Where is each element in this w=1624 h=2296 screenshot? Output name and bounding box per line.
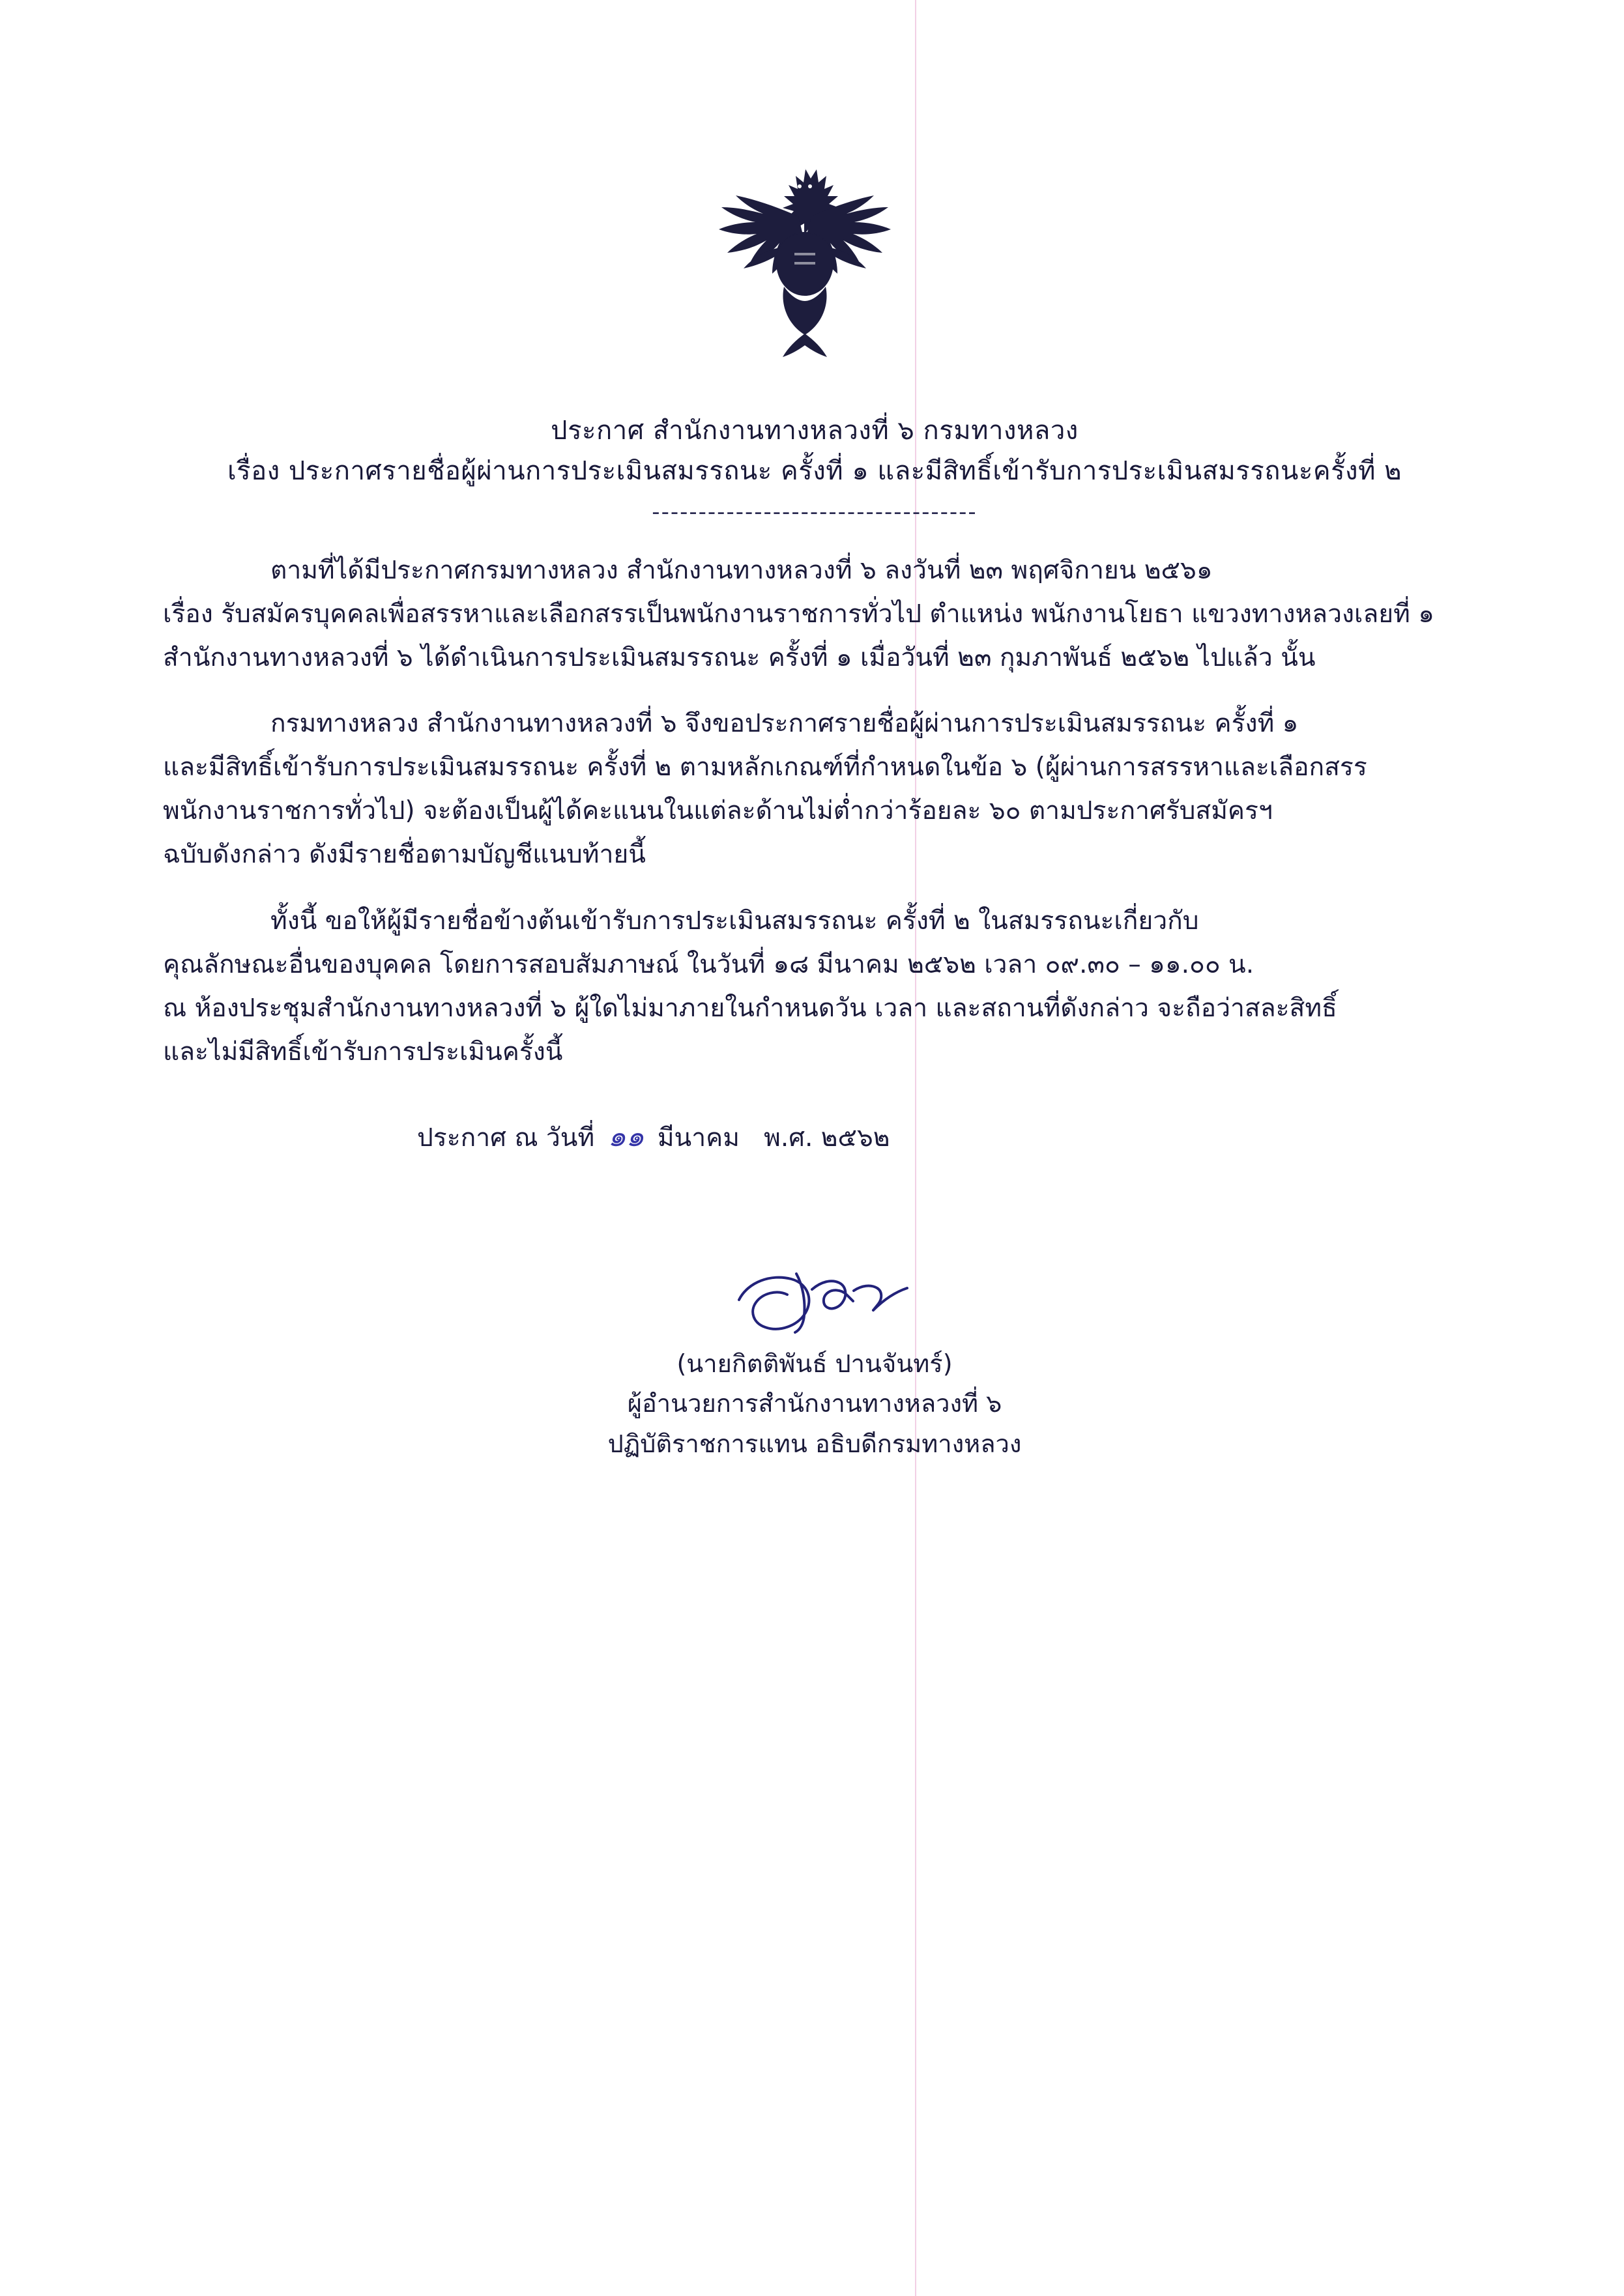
announcement-date-month: มีนาคม <box>657 1123 740 1153</box>
announcement-date-year: ๒๕๖๒ <box>820 1123 890 1153</box>
paragraph-3-line-1: ทั้งนี้ ขอให้ผู้มีรายชื่อข้างต้นเข้ารับการประเมินสมรรถนะ ครั้งที่ ๒ ในสมรรถนะเกี่ยวกับ <box>270 906 1199 936</box>
paragraph-3-line-3: ณ ห้องประชุมสำนักงานทางหลวงที่ ๖ ผู้ใดไม่มาภายในกำหนดวัน เวลา และสถานที่ดังกล่าว จะถือว่าสละสิทธิ์ <box>163 993 1337 1023</box>
paragraph-3-line-2: คุณลักษณะอื่นของบุคคล โดยการสอบสัมภาษณ์ ในวันที่ ๑๘ มีนาคม ๒๕๖๒ เวลา ๐๙.๓๐ – ๑๑.๐๐ น. <box>163 949 1254 979</box>
paragraph-1-line-3: สำนักงานทางหลวงที่ ๖ ได้ดำเนินการประเมินสมรรถนะ ครั้งที่ ๑ เมื่อวันที่ ๒๓ กุมภาพันธ์ ๒๕๖๒ ไปแล้ว นั้น <box>163 643 1316 673</box>
paragraph-1 <box>163 549 1466 680</box>
paragraph-2-line-2: และมีสิทธิ์เข้ารับการประเมินสมรรถนะ ครั้งที่ ๒ ตามหลักเกณฑ์ที่กำหนดในข้อ ๖ (ผู้ผ่านการสรรหาและเลือกสรร <box>163 753 1367 782</box>
paragraph-2-line-4: ฉบับดังกล่าว ดังมีรายชื่อตามบัญชีแนบท้ายนี้ <box>163 840 646 870</box>
title-divider: ----------------------------------- <box>652 499 978 525</box>
announcement-date-year-prefix: พ.ศ. <box>764 1123 813 1153</box>
announcement-date-day: ๑๑ <box>607 1119 645 1153</box>
handwritten-signature <box>163 1259 1466 1344</box>
signer-acting: ปฏิบัติราชการแทน อธิบดีกรมทางหลวง <box>607 1429 1022 1458</box>
paragraph-3-line-4: และไม่มีสิทธิ์เข้ารับการประเมินครั้งนี้ <box>163 1037 563 1067</box>
document-body <box>163 410 1466 1464</box>
paragraph-1-line-1: ตามที่ได้มีประกาศกรมทางหลวง สำนักงานทางหลวงที่ ๖ ลงวันที่ ๒๓ พฤศจิกายน ๒๕๖๑ <box>270 556 1213 585</box>
announcement-date <box>417 1113 1466 1162</box>
paragraph-1-line-2: เรื่อง รับสมัครบุคคลเพื่อสรรหาและเลือกสรรเป็นพนักงานราชการทั่วไป ตำแหน่ง พนักงานโยธา แขวงทางหลวงเลยที่ ๑ <box>163 599 1434 629</box>
signer-position: ผู้อำนวยการสำนักงานทางหลวงที่ ๖ <box>627 1389 1002 1418</box>
paragraph-2-line-1: กรมทางหลวง สำนักงานทางหลวงที่ ๖ จึงขอประกาศรายชื่อผู้ผ่านการประเมินสมรรถนะ ครั้งที่ ๑ <box>270 709 1299 739</box>
signature-block <box>163 1259 1466 1465</box>
paragraph-3 <box>163 899 1466 1074</box>
signer-name: (นายกิตติพันธ์ ปานจันทร์) <box>676 1349 953 1378</box>
announcement-title-line-1: ประกาศ สำนักงานทางหลวงที่ ๖ กรมทางหลวง <box>551 416 1079 446</box>
announcement-title-line-2: เรื่อง ประกาศรายชื่อผู้ผ่านการประเมินสมรรถนะ ครั้งที่ ๑ และมีสิทธิ์เข้ารับการประเมินสมรรถนะครั้งที่ ๒ <box>227 456 1402 486</box>
announcement-date-prefix: ประกาศ ณ วันที่ <box>417 1123 595 1153</box>
paragraph-2-line-3: พนักงานราชการทั่วไป) จะต้องเป็นผู้ได้คะแนนในแต่ละด้านไม่ต่ำกว่าร้อยละ ๖๐ ตามประกาศรับสมัครฯ <box>163 796 1273 826</box>
paragraph-2 <box>163 702 1466 876</box>
garuda-emblem <box>707 156 903 378</box>
